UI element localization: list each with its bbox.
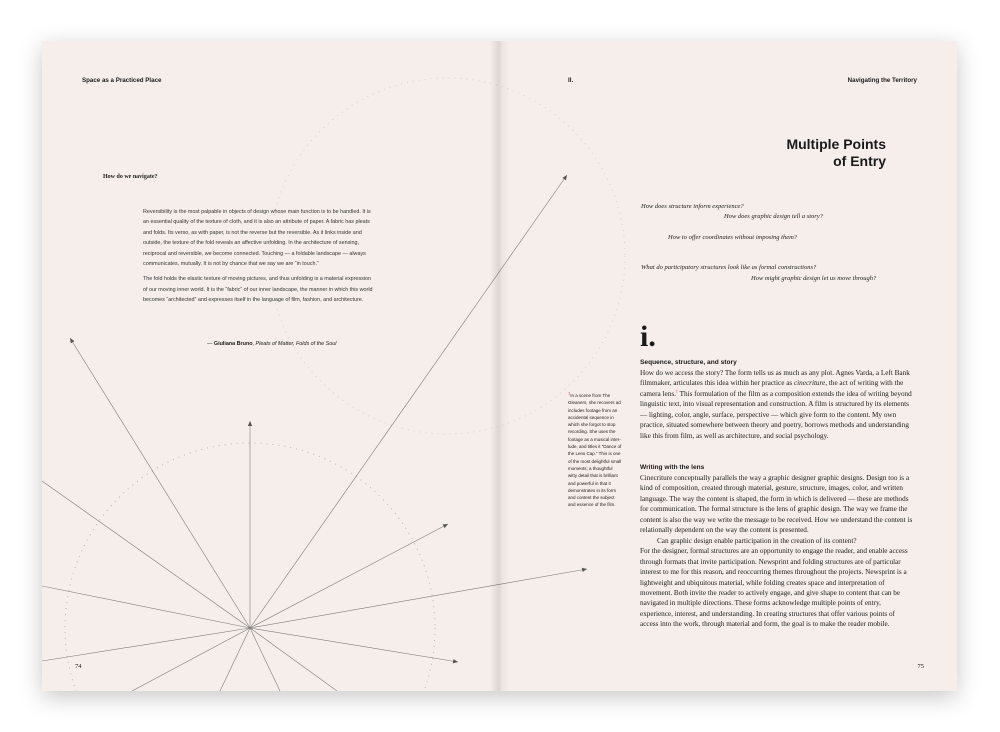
work-title: Pleats of Matter, Folds of the Soul xyxy=(255,341,337,347)
quote-attribution: — Giuliana Bruno, Pleats of Matter, Folds of the Soul xyxy=(207,341,337,347)
arrow-line-nw xyxy=(70,338,250,628)
author-name: Giuliana Bruno xyxy=(213,341,253,347)
body-para-2: Cinecriture conceptually parallels the way a graphic designer graphic designs. Design too is a kind of composition, created through material, gesture, structure, images, color, and written language. The way the content is shaped, the form in which is delivered — these are methods for communication. The formal structure is the lens of graphic design. The way we frame the content is also the way we write the message to be received. How we understand the content is relationally dependent on the way the content is presented. xyxy=(640,474,913,535)
running-head-right: Navigating the Territory xyxy=(847,77,917,84)
title-line: Multiple Points xyxy=(786,136,886,152)
question-5: How might graphic design let us move through? xyxy=(751,275,877,282)
footnote: 1In a scene from The Gleaners, she recovers ad includes footage from an accidental sequence in which she forgot to stop recording. She uses the footage as a musical inter- lude, and titles it “Dance of the Lens Cap.” This is one of the most delightful small moments; a thoughtful witty detail that is brilliant and powerful in that it demonstrates in its form and content the subject and essence of the film. xyxy=(568,390,622,508)
running-head-left: Space as a Practiced Place xyxy=(82,77,162,84)
footnote-reference[interactable]: 1 xyxy=(675,388,678,394)
body-para-1: How do we access the story? The form tells us as much as any plot. Agnes Varda, a Left Bank filmmaker, articulates this idea within her practice as cinecriture, the act of writing with the camera lens.$^1$ This formulation of the film as a composition extends the idea of writing beyond linguistic text, into visual representation and construction. A film is structured by its elements — lighting, color, angle, surface, perspective — which give form to the content. My own practice, situated somewhere between theory and poetry, borrows methods and understanding like this from film, as well as architecture, and social psychology. xyxy=(640,369,912,440)
spread-gutter xyxy=(490,41,510,691)
question-2: How does graphic design tell a story? xyxy=(724,213,823,220)
quote-paragraph: The fold holds the elastic texture of moving pictures, and thus unfolding is a material expression of our moving inner world. It is the “fabric” of our inner landscape, the manner in which this world becomes “architected” and expresses itself in the language of film, fashion, and architecture. xyxy=(143,276,373,304)
body-para-4: For the designer, formal structures are an opportunity to engage the reader, and enable access through formats that invite participation. Newsprint and folding structures are of particular interest to me for this reason, and reoccurring themes throughout the projects. Newsprint is a lightweight and ubiquitous material, while folding creates space and interpretation of movement. Both invite the reader to actively engage, and give shape to content that can be navigated in multiple directions. These forms acknowledge multiple points of entry, experience, interest, and understanding. In creating structures that offer various points of access into the work, through material and form, the goal is to make the reader mobile. xyxy=(640,547,908,629)
quote-paragraph: Reversibility is the most palpable in objects of design whose main function is to be handled. It is an essential quality of the texture of cloth, and it is also an attribute of paper. A fabric has pleats and folds. Its verso, as with paper, is not the reverse but the reversible. As it links inside and outside, the texture of the fold reveals an affective unfolding. In the architecture of sensing, reciprocal and reversible, we become connected. Touching — a foldable landscape — always communicates, mutually. It is not by chance that we say we are “in touch.” xyxy=(143,209,371,268)
page-number-left: 74 xyxy=(75,663,82,670)
section-number: II. xyxy=(568,77,574,84)
question-4: What do participatory structures look like as formal constructions? xyxy=(641,264,817,271)
heading-sequence: Sequence, structure, and story xyxy=(640,359,737,366)
ray-w-upper xyxy=(42,481,250,628)
page-number-right: 75 xyxy=(917,663,924,670)
arrow-line-e xyxy=(250,569,587,628)
ray-s1 xyxy=(220,628,250,691)
epigraph-quote xyxy=(143,207,375,311)
footnote-number: 1 xyxy=(568,390,571,396)
question-1: How does structure inform experience? xyxy=(641,203,744,210)
section-question: How do we navigate? xyxy=(103,174,158,180)
ray-s2 xyxy=(250,628,280,691)
body-section-2 xyxy=(640,473,915,630)
heading-writing: Writing with the lens xyxy=(640,464,705,471)
arrow-line-ene xyxy=(250,524,448,628)
ray-w xyxy=(42,586,250,628)
question-3: How to offer coordinates without imposing them? xyxy=(668,234,798,241)
chapter-numeral: i. xyxy=(640,320,656,353)
book-spread xyxy=(42,41,957,691)
body-para-3: Can graphic design enable participation in the creation of its content? xyxy=(657,536,857,545)
title-line: of Entry xyxy=(833,153,886,169)
ray-se xyxy=(250,628,337,691)
chapter-title xyxy=(786,136,886,170)
arrow-line-ese xyxy=(250,628,458,662)
